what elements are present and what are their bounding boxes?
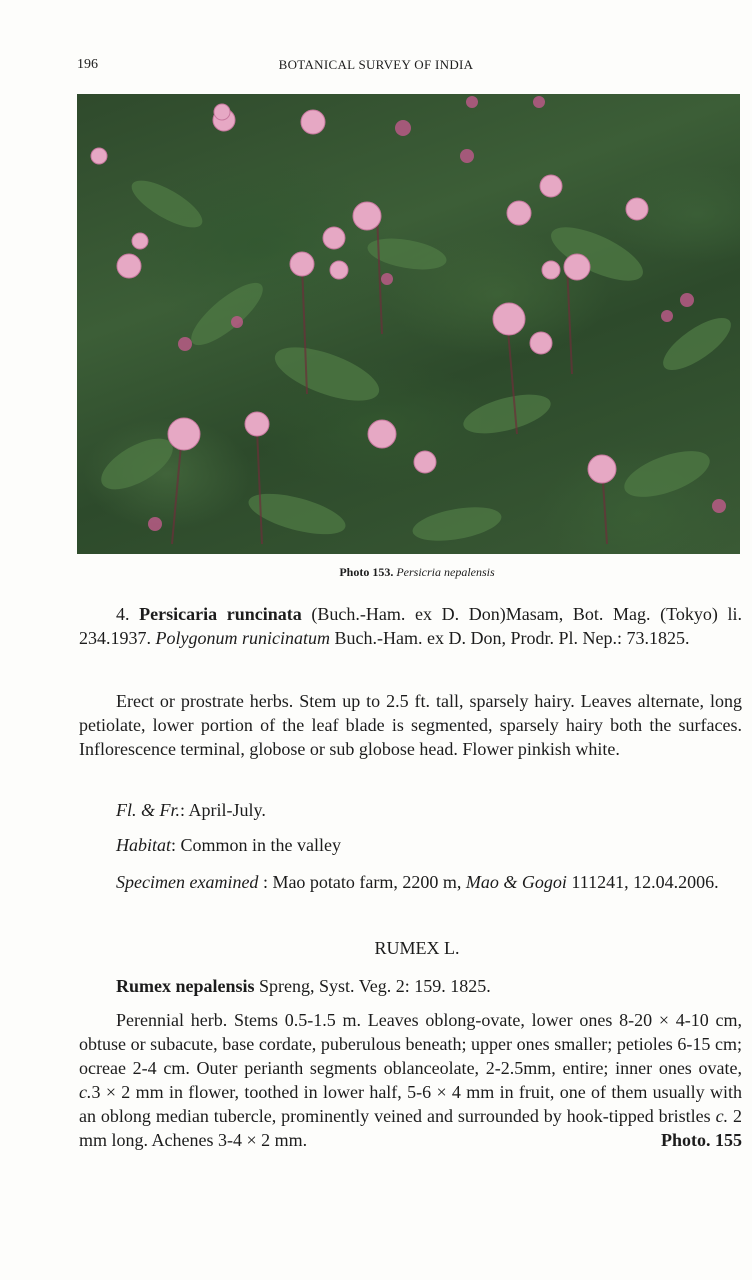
- entry-authority: (Buch.-Ham. ex D. Don)Masam, Bot. Mag. (Tokyo) li. 234.1937.: [79, 604, 743, 648]
- rumex-authority: Spreng, Syst. Veg. 2: 159. 1825.: [259, 976, 491, 996]
- specimen-label: Specimen examined: [116, 872, 259, 892]
- plant-photo: [77, 94, 740, 554]
- photo-caption: [0, 565, 752, 580]
- habitat-value: : Common in the valley: [171, 835, 341, 855]
- entry-4-description: Erect or prostrate herbs. Stem up to 2.5 ft. tall, sparsely hairy. Leaves alternate, long petiolate, lower portion of the leaf blade is segmented, sparsely hairy both the surfaces. Inflorescence terminal, globose or sub globose head. Flower pinkish white.: [79, 691, 742, 759]
- rumex-heading: [79, 974, 742, 998]
- caption-species: Persicria nepalensis: [396, 565, 495, 579]
- photo-reference: Photo. 155: [661, 1130, 742, 1150]
- rumex-description-part3: 2 mm long. Achenes 3-4 × 2 mm.: [79, 1106, 743, 1150]
- running-head: BOTANICAL SURVEY OF INDIA: [278, 57, 474, 72]
- flowering-label: Fl. & Fr.: [116, 800, 181, 820]
- flowering-value: : April-July.: [180, 800, 266, 820]
- habitat-line: [79, 833, 742, 857]
- flower-heads: [77, 94, 740, 554]
- habitat-label: Habitat: [116, 835, 172, 855]
- specimen-collectors: Mao & Gogoi: [465, 872, 567, 892]
- entry-4-heading: [79, 602, 742, 650]
- specimen-line: [79, 870, 742, 894]
- rumex-description-part2: 3 × 2 mm in flower, toothed in lower half, 5-6 × 4 mm in fruit, one of them usually with an oblong median tubercle, prominently veined and surrounded by hook-tipped bristles: [79, 1082, 742, 1126]
- specimen-value: : Mao potato farm, 2200 m,: [262, 872, 462, 892]
- entry-species-name: Persicaria runcinata: [139, 604, 302, 624]
- genus-heading: RUMEX L.: [374, 938, 460, 958]
- rumex-description: [79, 1008, 742, 1152]
- specimen-number-date: 111241, 12.04.2006.: [571, 872, 719, 892]
- page-number: 196: [77, 57, 98, 72]
- rumex-species-name: Rumex nepalensis: [116, 976, 255, 996]
- circa-1: c.: [79, 1082, 92, 1102]
- entry-number: 4.: [116, 604, 130, 624]
- entry-synonym-ref: Buch.-Ham. ex D. Don, Prodr. Pl. Nep.: 73.1825.: [334, 628, 690, 648]
- rumex-description-part1: Perennial herb. Stems 0.5-1.5 m. Leaves oblong-ovate, lower ones 8-20 × 4-10 cm, obtuse or subacute, base cordate, puberulous beneath; upper ones smaller; petioles 6-15 cm; ocreae 2-4 cm. Outer perianth segments oblanceolate, 2-2.5mm, entire; inner ones ovate,: [79, 1010, 742, 1078]
- entry-synonym: Polygonum runicinatum: [155, 628, 330, 648]
- caption-label: Photo 153.: [339, 565, 394, 579]
- flowering-line: [79, 798, 742, 822]
- circa-2: c.: [715, 1106, 729, 1126]
